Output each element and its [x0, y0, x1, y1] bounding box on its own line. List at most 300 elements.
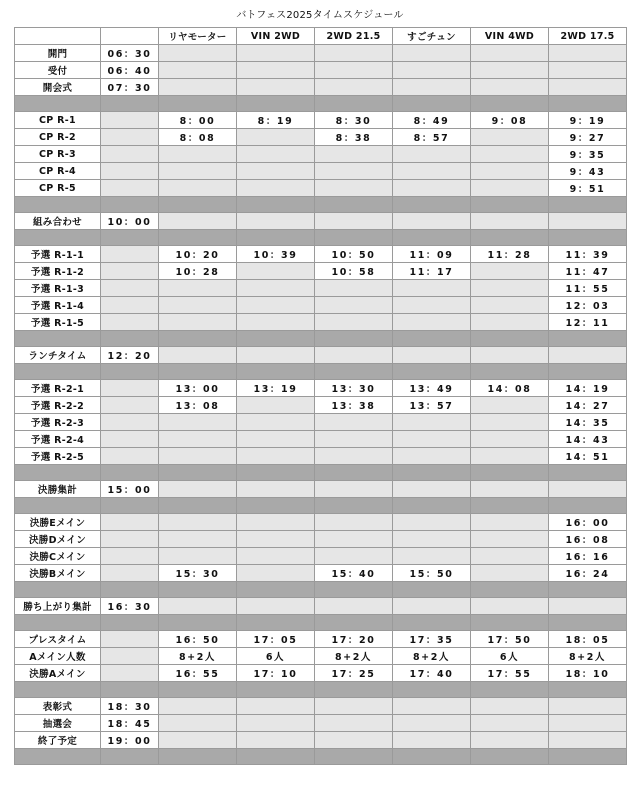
class-time-cell — [471, 397, 549, 414]
separator-cell — [101, 197, 159, 213]
separator-cell — [315, 230, 393, 246]
event-label-cell: CP R-3 — [15, 146, 101, 163]
event-label-cell: 予選 R-1-4 — [15, 297, 101, 314]
class-time-cell — [315, 698, 393, 715]
separator-cell — [159, 364, 237, 380]
class-time-cell: 12：11 — [549, 314, 627, 331]
separator-cell — [15, 749, 101, 765]
class-time-cell — [159, 163, 237, 180]
class-time-cell: 11：47 — [549, 263, 627, 280]
event-time-cell — [101, 565, 159, 582]
schedule-row — [15, 79, 627, 96]
separator-cell — [471, 582, 549, 598]
event-label-cell: 予選 R-2-2 — [15, 397, 101, 414]
class-time-cell: 9：27 — [549, 129, 627, 146]
class-time-cell — [471, 565, 549, 582]
class-time-cell — [393, 514, 471, 531]
separator-cell — [471, 465, 549, 481]
event-time-cell — [101, 280, 159, 297]
separator-cell — [159, 582, 237, 598]
separator-cell — [471, 96, 549, 112]
event-time-cell — [101, 146, 159, 163]
schedule-row — [15, 347, 627, 364]
event-time-cell — [101, 397, 159, 414]
separator-cell — [15, 197, 101, 213]
separator-cell — [549, 682, 627, 698]
separator-row — [15, 465, 627, 481]
class-time-cell: 8+2人 — [393, 648, 471, 665]
class-time-cell: 13：30 — [315, 380, 393, 397]
event-label-cell: CP R-5 — [15, 180, 101, 197]
schedule-row — [15, 380, 627, 397]
class-time-cell — [315, 280, 393, 297]
event-label-cell: 予選 R-2-4 — [15, 431, 101, 448]
schedule-row — [15, 565, 627, 582]
schedule-body — [15, 28, 627, 765]
class-time-cell — [549, 45, 627, 62]
header-class-cell: VIN 4WD — [471, 28, 549, 45]
separator-cell — [549, 331, 627, 347]
class-time-cell — [549, 213, 627, 230]
class-time-cell — [315, 180, 393, 197]
class-time-cell: 17：50 — [471, 631, 549, 648]
separator-cell — [315, 96, 393, 112]
separator-cell — [237, 230, 315, 246]
separator-cell — [101, 364, 159, 380]
schedule-row — [15, 665, 627, 682]
schedule-row — [15, 163, 627, 180]
class-time-cell — [471, 347, 549, 364]
separator-row — [15, 498, 627, 514]
separator-cell — [393, 749, 471, 765]
event-time-cell — [101, 246, 159, 263]
header-label-cell — [15, 28, 101, 45]
class-time-cell — [393, 280, 471, 297]
class-time-cell — [237, 79, 315, 96]
class-time-cell: 9：08 — [471, 112, 549, 129]
class-time-cell — [393, 481, 471, 498]
class-time-cell: 16：00 — [549, 514, 627, 531]
separator-cell — [101, 96, 159, 112]
separator-cell — [315, 197, 393, 213]
class-time-cell — [315, 414, 393, 431]
separator-cell — [15, 682, 101, 698]
class-time-cell: 13：57 — [393, 397, 471, 414]
class-time-cell — [315, 213, 393, 230]
class-time-cell: 10：39 — [237, 246, 315, 263]
separator-cell — [159, 682, 237, 698]
class-time-cell: 8：08 — [159, 129, 237, 146]
class-time-cell — [315, 531, 393, 548]
class-time-cell — [237, 732, 315, 749]
class-time-cell — [393, 448, 471, 465]
class-time-cell — [315, 431, 393, 448]
event-time-cell — [101, 414, 159, 431]
separator-cell — [237, 749, 315, 765]
class-time-cell — [159, 732, 237, 749]
class-time-cell: 10：20 — [159, 246, 237, 263]
schedule-row — [15, 732, 627, 749]
separator-row — [15, 230, 627, 246]
class-time-cell — [393, 715, 471, 732]
class-time-cell: 8+2人 — [549, 648, 627, 665]
event-label-cell: 決勝Bメイン — [15, 565, 101, 582]
class-time-cell — [471, 431, 549, 448]
event-label-cell: 予選 R-1-5 — [15, 314, 101, 331]
event-time-cell — [101, 514, 159, 531]
header-class-cell: すごチュン — [393, 28, 471, 45]
separator-cell — [237, 364, 315, 380]
class-time-cell: 6人 — [471, 648, 549, 665]
event-label-cell: 抽選会 — [15, 715, 101, 732]
separator-cell — [471, 498, 549, 514]
class-time-cell — [159, 314, 237, 331]
separator-cell — [549, 364, 627, 380]
event-time-cell — [101, 531, 159, 548]
class-time-cell — [237, 548, 315, 565]
header-class-cell: VIN 2WD — [237, 28, 315, 45]
header-class-cell: 2WD 21.5 — [315, 28, 393, 45]
class-time-cell — [237, 263, 315, 280]
class-time-cell: 11：39 — [549, 246, 627, 263]
class-time-cell: 10：50 — [315, 246, 393, 263]
class-time-cell — [315, 481, 393, 498]
class-time-cell: 18：05 — [549, 631, 627, 648]
class-time-cell — [471, 213, 549, 230]
separator-cell — [471, 197, 549, 213]
separator-cell — [549, 498, 627, 514]
event-time-cell — [101, 314, 159, 331]
class-time-cell — [393, 347, 471, 364]
class-time-cell — [237, 347, 315, 364]
separator-cell — [159, 96, 237, 112]
class-time-cell — [549, 347, 627, 364]
class-time-cell — [471, 146, 549, 163]
class-time-cell: 14：08 — [471, 380, 549, 397]
event-label-cell: 決勝Cメイン — [15, 548, 101, 565]
schedule-row — [15, 246, 627, 263]
class-time-cell — [471, 45, 549, 62]
class-time-cell — [315, 732, 393, 749]
class-time-cell — [471, 514, 549, 531]
class-time-cell — [237, 163, 315, 180]
event-time-cell — [101, 380, 159, 397]
separator-cell — [15, 96, 101, 112]
class-time-cell: 13：08 — [159, 397, 237, 414]
separator-cell — [315, 364, 393, 380]
class-time-cell: 14：19 — [549, 380, 627, 397]
separator-cell — [15, 364, 101, 380]
event-time-cell: 10：00 — [101, 213, 159, 230]
event-time-cell: 07：30 — [101, 79, 159, 96]
class-time-cell: 14：43 — [549, 431, 627, 448]
event-label-cell: 予選 R-1-1 — [15, 246, 101, 263]
class-time-cell — [393, 431, 471, 448]
schedule-row — [15, 112, 627, 129]
class-time-cell — [315, 715, 393, 732]
schedule-row — [15, 514, 627, 531]
schedule-row — [15, 431, 627, 448]
event-time-cell — [101, 129, 159, 146]
event-time-cell — [101, 180, 159, 197]
class-time-cell — [159, 514, 237, 531]
event-label-cell: Aメイン人数 — [15, 648, 101, 665]
separator-row — [15, 749, 627, 765]
class-time-cell: 11：17 — [393, 263, 471, 280]
header-class-cell: リヤモーター — [159, 28, 237, 45]
class-time-cell: 8：19 — [237, 112, 315, 129]
event-time-cell — [101, 448, 159, 465]
separator-cell — [393, 615, 471, 631]
class-time-cell — [237, 146, 315, 163]
separator-cell — [237, 682, 315, 698]
event-time-cell — [101, 297, 159, 314]
header-class-cell: 2WD 17.5 — [549, 28, 627, 45]
schedule-row — [15, 180, 627, 197]
separator-cell — [101, 749, 159, 765]
class-time-cell — [159, 146, 237, 163]
separator-cell — [237, 615, 315, 631]
class-time-cell: 10：28 — [159, 263, 237, 280]
class-time-cell — [471, 548, 549, 565]
class-time-cell: 14：51 — [549, 448, 627, 465]
class-time-cell — [393, 548, 471, 565]
class-time-cell — [393, 531, 471, 548]
class-time-cell: 17：55 — [471, 665, 549, 682]
event-label-cell: プレスタイム — [15, 631, 101, 648]
event-label-cell: 受付 — [15, 62, 101, 79]
class-time-cell — [471, 163, 549, 180]
separator-cell — [237, 498, 315, 514]
schedule-row — [15, 481, 627, 498]
separator-cell — [315, 615, 393, 631]
separator-cell — [237, 465, 315, 481]
class-time-cell — [315, 548, 393, 565]
class-time-cell — [393, 79, 471, 96]
class-time-cell — [471, 79, 549, 96]
separator-row — [15, 615, 627, 631]
schedule-row — [15, 631, 627, 648]
event-time-cell: 15：00 — [101, 481, 159, 498]
separator-cell — [159, 498, 237, 514]
schedule-row — [15, 62, 627, 79]
class-time-cell — [549, 698, 627, 715]
schedule-row — [15, 263, 627, 280]
class-time-cell: 9：51 — [549, 180, 627, 197]
class-time-cell: 17：20 — [315, 631, 393, 648]
class-time-cell — [393, 414, 471, 431]
separator-cell — [15, 230, 101, 246]
separator-cell — [237, 582, 315, 598]
class-time-cell: 6人 — [237, 648, 315, 665]
event-label-cell: 決勝Dメイン — [15, 531, 101, 548]
class-time-cell: 13：38 — [315, 397, 393, 414]
class-time-cell — [393, 698, 471, 715]
class-time-cell — [315, 297, 393, 314]
schedule-row — [15, 297, 627, 314]
separator-cell — [237, 197, 315, 213]
separator-row — [15, 582, 627, 598]
class-time-cell — [237, 213, 315, 230]
class-time-cell — [393, 180, 471, 197]
event-time-cell — [101, 665, 159, 682]
event-time-cell — [101, 263, 159, 280]
separator-cell — [315, 331, 393, 347]
class-time-cell — [549, 481, 627, 498]
event-label-cell: 決勝集計 — [15, 481, 101, 498]
class-time-cell — [471, 62, 549, 79]
event-label-cell: 予選 R-1-3 — [15, 280, 101, 297]
class-time-cell: 11：55 — [549, 280, 627, 297]
separator-row — [15, 364, 627, 380]
schedule-row — [15, 280, 627, 297]
class-time-cell — [159, 62, 237, 79]
class-time-cell: 17：05 — [237, 631, 315, 648]
class-time-cell — [549, 62, 627, 79]
header-row — [15, 28, 627, 45]
separator-cell — [101, 682, 159, 698]
separator-cell — [549, 615, 627, 631]
class-time-cell: 8：30 — [315, 112, 393, 129]
class-time-cell — [315, 347, 393, 364]
separator-cell — [471, 364, 549, 380]
separator-cell — [159, 230, 237, 246]
class-time-cell: 9：43 — [549, 163, 627, 180]
separator-cell — [15, 465, 101, 481]
class-time-cell: 8：00 — [159, 112, 237, 129]
class-time-cell: 18：10 — [549, 665, 627, 682]
class-time-cell — [159, 414, 237, 431]
class-time-cell: 14：27 — [549, 397, 627, 414]
separator-cell — [471, 615, 549, 631]
class-time-cell — [237, 448, 315, 465]
event-label-cell: 開門 — [15, 45, 101, 62]
event-label-cell: 組み合わせ — [15, 213, 101, 230]
class-time-cell — [237, 297, 315, 314]
class-time-cell — [471, 414, 549, 431]
event-time-cell — [101, 431, 159, 448]
class-time-cell: 17：40 — [393, 665, 471, 682]
separator-cell — [549, 749, 627, 765]
separator-cell — [549, 197, 627, 213]
separator-cell — [15, 582, 101, 598]
separator-cell — [471, 682, 549, 698]
class-time-cell — [315, 314, 393, 331]
class-time-cell: 8：38 — [315, 129, 393, 146]
class-time-cell — [549, 79, 627, 96]
class-time-cell: 16：50 — [159, 631, 237, 648]
class-time-cell: 16：16 — [549, 548, 627, 565]
class-time-cell — [393, 213, 471, 230]
separator-cell — [159, 749, 237, 765]
class-time-cell — [159, 481, 237, 498]
separator-cell — [393, 682, 471, 698]
class-time-cell — [159, 79, 237, 96]
class-time-cell: 9：19 — [549, 112, 627, 129]
separator-cell — [549, 465, 627, 481]
event-label-cell: 勝ち上がり集計 — [15, 598, 101, 615]
event-time-cell: 12：20 — [101, 347, 159, 364]
separator-cell — [549, 96, 627, 112]
class-time-cell — [471, 180, 549, 197]
class-time-cell — [393, 732, 471, 749]
event-time-cell: 06：30 — [101, 45, 159, 62]
separator-row — [15, 197, 627, 213]
class-time-cell — [159, 297, 237, 314]
separator-cell — [15, 331, 101, 347]
class-time-cell — [549, 715, 627, 732]
schedule-row — [15, 531, 627, 548]
schedule-row — [15, 715, 627, 732]
class-time-cell — [237, 129, 315, 146]
class-time-cell: 15：40 — [315, 565, 393, 582]
event-label-cell: 予選 R-2-1 — [15, 380, 101, 397]
separator-cell — [393, 498, 471, 514]
class-time-cell — [159, 715, 237, 732]
class-time-cell — [471, 263, 549, 280]
separator-cell — [315, 498, 393, 514]
separator-cell — [101, 230, 159, 246]
class-time-cell — [237, 180, 315, 197]
class-time-cell: 13：00 — [159, 380, 237, 397]
separator-cell — [549, 230, 627, 246]
event-time-cell: 18：30 — [101, 698, 159, 715]
class-time-cell — [393, 314, 471, 331]
class-time-cell — [393, 146, 471, 163]
class-time-cell — [237, 698, 315, 715]
class-time-cell — [237, 598, 315, 615]
event-time-cell — [101, 163, 159, 180]
class-time-cell — [159, 45, 237, 62]
class-time-cell — [393, 45, 471, 62]
class-time-cell: 15：50 — [393, 565, 471, 582]
class-time-cell — [159, 213, 237, 230]
class-time-cell: 11：28 — [471, 246, 549, 263]
event-label-cell: 開会式 — [15, 79, 101, 96]
class-time-cell — [471, 129, 549, 146]
separator-row — [15, 331, 627, 347]
separator-cell — [315, 465, 393, 481]
separator-cell — [101, 615, 159, 631]
separator-row — [15, 682, 627, 698]
schedule-row — [15, 397, 627, 414]
event-time-cell: 19：00 — [101, 732, 159, 749]
separator-cell — [393, 230, 471, 246]
class-time-cell — [237, 565, 315, 582]
event-label-cell: 予選 R-2-3 — [15, 414, 101, 431]
schedule-row — [15, 698, 627, 715]
separator-cell — [393, 364, 471, 380]
schedule-row — [15, 448, 627, 465]
class-time-cell: 17：10 — [237, 665, 315, 682]
separator-cell — [159, 331, 237, 347]
class-time-cell — [159, 448, 237, 465]
event-label-cell: 予選 R-1-2 — [15, 263, 101, 280]
class-time-cell — [471, 531, 549, 548]
class-time-cell — [393, 62, 471, 79]
class-time-cell — [159, 698, 237, 715]
class-time-cell — [237, 397, 315, 414]
class-time-cell — [159, 531, 237, 548]
class-time-cell — [471, 448, 549, 465]
class-time-cell — [471, 297, 549, 314]
class-time-cell: 8：57 — [393, 129, 471, 146]
class-time-cell — [471, 598, 549, 615]
separator-row — [15, 96, 627, 112]
schedule-row — [15, 648, 627, 665]
separator-cell — [471, 230, 549, 246]
event-time-cell — [101, 648, 159, 665]
